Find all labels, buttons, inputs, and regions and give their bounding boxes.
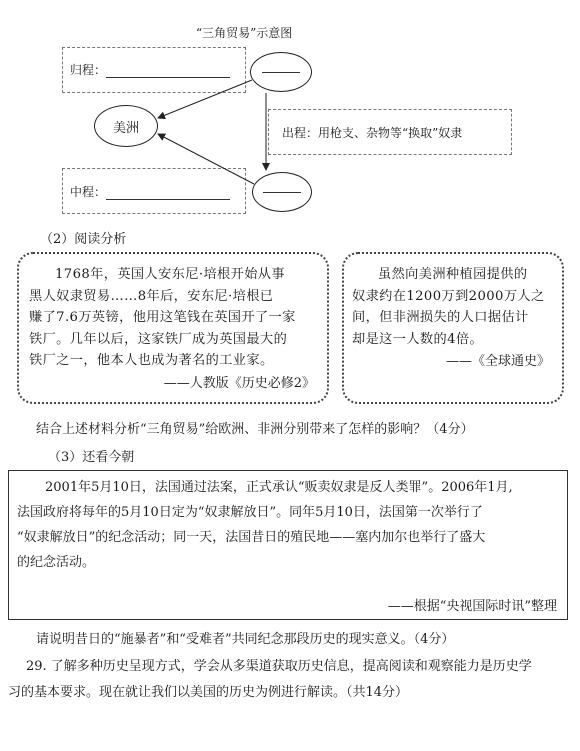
arrow-africa-to-americas <box>158 134 254 184</box>
outbound-label: 出程：用枪支、杂物等“换取”奴隶 <box>282 126 463 140</box>
material1-line: 铁厂。几年以后，这家铁厂成为英国最大的 <box>29 331 288 347</box>
diagram-title: “三角贸易”示意图 <box>196 26 293 40</box>
material1-box <box>17 252 329 404</box>
material1-line: 铁厂之一，他本人也成为著名的工业家。 <box>29 353 274 368</box>
question-29 <box>8 654 574 706</box>
section3-question: 请说明昔日的“施暴者”和“受难者”共同纪念那段历史的现实意义。（4分） <box>36 632 455 647</box>
news-line: 法国政府将每年的5月10日定为“奴隶解放日”。同年5月10日，法国第一次举行了 <box>17 505 483 520</box>
section3-heading: （3）还看今朝 <box>48 450 135 465</box>
news-line: 的纪念活动。 <box>17 555 96 570</box>
middle-label-text: 中程： <box>70 185 107 199</box>
section2-question: 结合上述材料分析“三角贸易”给欧洲、非洲分别带来了怎样的影响？（4分） <box>36 422 474 437</box>
material2-line: 虽然向美洲种植园提供的 <box>378 267 528 282</box>
section2-heading: （2）阅读分析 <box>40 232 127 247</box>
material2-line: 奴隶约在1200万到2000万人之 <box>352 288 545 304</box>
material1-line: 1768年，英国人安东尼·培根开始从事 <box>55 267 285 282</box>
question-29-line1: 29. 了解多种历史呈现方式，学会从多渠道获取历史信息，提高阅读和观察能力是历史学 <box>26 659 532 674</box>
americas-label: 美洲 <box>112 120 139 136</box>
material2-line: 间，但非洲损失的人口据估计 <box>352 310 529 325</box>
material1-line: 赚了7.6万英镑，他用这笔钱在英国开了一家 <box>29 310 296 325</box>
return-label-text: 归程： <box>70 63 107 77</box>
arrow-europe-to-americas <box>158 80 252 118</box>
trade-arrows <box>0 0 580 230</box>
material2-line: 却是这一人数的4倍。 <box>352 331 484 347</box>
question-29-line2: 习的基本要求。现在就让我们以美国的历史为例进行解读。（共14分） <box>8 685 409 700</box>
material1-text <box>29 264 321 372</box>
news-line: 2001年5月10日，法国通过法案，正式承认“贩卖奴隶是反人类罪”。2006年1月, <box>45 480 513 495</box>
news-box <box>8 470 568 620</box>
material1-line: 黑人奴隶贸易……8年后，安东尼·培根已 <box>29 288 274 304</box>
news-line: “奴隶解放日”的纪念活动；同一天，法国昔日的殖民地——塞内加尔也举行了盛大 <box>17 530 486 545</box>
material2-text <box>352 264 560 350</box>
news-text <box>17 475 565 575</box>
material2-source: ——《全球通史》 <box>445 354 550 369</box>
news-source: ——根据“央视国际时讯”整理 <box>387 599 557 614</box>
material1-source: ——人教版《历史必修2》 <box>163 376 315 391</box>
material2-box <box>342 252 564 404</box>
